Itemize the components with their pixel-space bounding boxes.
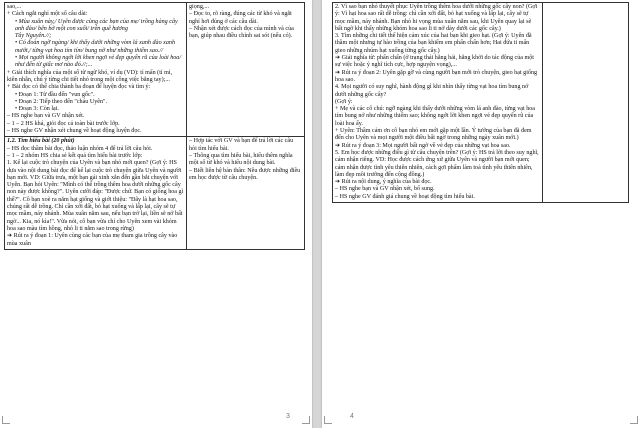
learning-outcome-cell — [543, 3, 629, 203]
cell-paragraph: – Thông qua tìm hiểu bài, hiểu thêm nghĩa một số từ khó và hiểu nội dung bài. — [189, 152, 293, 167]
cell-paragraph: • Đoạn 3: Còn lại. — [15, 106, 59, 113]
student-activity-cell — [5, 137, 187, 249]
cell-paragraph: giọng,... — [189, 4, 209, 10]
crop-mark — [2, 416, 10, 424]
cell-paragraph: – HS nghe GV nhận xét chung về hoạt động luyện đọc. — [7, 128, 142, 135]
cell-paragraph: ➔ Giải nghĩa từ: phấn chấn (ở trạng thái hăng hái, hăng khởi do tác động của một sự việc hoặc ý nghĩ tích cực, hợp nguyện vọng),... — [335, 55, 534, 69]
cell-paragraph: + Cách ngắt nghỉ một số câu dài: — [7, 11, 88, 18]
cell-paragraph: – 1 – 2 nhóm HS chia sẻ kết quả tìm hiểu bài trước lớp: — [7, 152, 143, 159]
cell-paragraph: – Hợp tác với GV và bạn để trả lời các câu hỏi tìm hiểu bài. — [189, 138, 294, 152]
cell-paragraph: ➔ Rút ra ý đoạn 3: Mọi người bất ngờ về vẻ đẹp của những vạt hoa sao. — [335, 142, 511, 149]
cell-paragraph: 1. Kể lại cuộc trò chuyện của Uyên và bạn nhỏ mới quen? (Gợi ý: HS dựa vào nội dung bài đọc để kể lại cuộc trò chuyện giữa Uyên và người bạn mới. VD: Giữa trưa, một bạn gái xinh xắn đến gần bắt chuyện với Uyên. Bạn hỏi Uyên: "Mình có thể trồng thêm hoa dưới những gốc cây non này được không?". Uyên cười đáp: "Được chứ. Bạn có giống hoa gì thế?". Cô bạn xoè ra năm hạt giống và giới thiệu: "Đây là hạt hoa sao, chúng rất dễ trồng. Chỉ cần xới đất, bỏ hạt xuống và lấp lại, cây sẽ tự mọc mầm, nảy nhánh. Mùa xuân năm sau, nếu bạn trở lại, liền sẽ nở bất ngờ... Kia, nó kìa!". Vừa nói, cô bạn vừa chỉ cho Uyên xem vài khóm hoa sao màu tím hồng, nhỏ li ti nằm sao trong rừng) — [7, 160, 184, 232]
cell-paragraph: + Mẹ và các cô chú: ngỡ ngàng khi thấy dưới những vòm lá anh đào, từng vạt hoa tím bung nở như những thiếm sao; không ngớt lời khen ngợi vẻ đẹp quyến rũ của loài hoa ấy. — [335, 106, 536, 127]
cell-paragraph: – Biết liên hệ bản thân: Nêu được những điều em học được từ câu chuyện. — [189, 167, 301, 181]
page-number: 3 — [286, 413, 290, 420]
document-page-3 — [0, 0, 312, 428]
cell-paragraph: • Đoạn 1: Từ đầu đến "vun gốc". — [15, 91, 95, 98]
cell-paragraph: sao,... — [7, 4, 22, 10]
table-row — [5, 137, 305, 249]
table-row — [5, 3, 305, 137]
cell-paragraph: 3. Tìm những chi tiết thể hiện cảm xúc của hai bạn khi gieo hạt. (Gợi ý: Uyên đã thầm một nhưng tự hào trồng của bạn khiếm em phấn chấn hơn; Hai đứa ti mẩn gieo những nhúm hạt xuống từng gốc cây.) — [335, 33, 532, 54]
cell-paragraph: 2. Vì sao bạn nhỏ thuyết phục Uyên trồng thêm hoa dưới những gốc cây non? (Gợi ý: Vì hạt hoa sao rất dễ trồng: chỉ cần xới đất, bỏ hạt xuống và lấp lại, cây sẽ tự mọc mầm, nảy nhánh. Bạn nhỏ hi vọng mùa xuân năm sau, khi Uyên quay lại sẽ bất ngờ khi thấy những khóm hoa sao li ti nở dày dưới các gốc cây.) — [335, 4, 538, 32]
learning-outcome-cell — [187, 3, 305, 137]
cell-paragraph: (Gợi ý: — [335, 98, 353, 105]
cell-paragraph: ➔ Rút ra ý đoạn 2: Uyên gặp gỡ và cùng người bạn mới trò chuyện, gieo hạt giống hoa sao. — [335, 69, 538, 83]
cell-paragraph: • Đoạn 2: Tiếp theo đến "cháu Uyên". — [15, 98, 108, 105]
cell-paragraph: + Uyên: Thầm cảm ơn cô bạn nhỏ em mới gặp một lần. Ý tưởng của bạn đã đem đến cho Uyên và mọi người một điều bất ngờ trong những ngày xuân mới.) — [335, 128, 532, 142]
learning-outcome-cell — [187, 137, 305, 249]
cell-paragraph: • Mọi người không ngớt lời khen ngợi vẻ đẹp quyến rũ của loài hoa/ như đến từ giấc mơ nào đó.//;... — [15, 55, 182, 69]
crop-mark — [302, 416, 310, 424]
cell-paragraph: – HS nghe bạn và GV nhận xét, bổ sung. — [335, 186, 435, 193]
cell-paragraph: 4. Mọi người có suy nghĩ, hành động gì khi nhìn thấy từng vạt hoa tím bung nở dưới những gốc cây? — [335, 84, 529, 98]
cell-paragraph: – HS đọc thầm bài đọc, thảo luận nhóm 4 để trả lời câu hỏi. — [7, 145, 153, 152]
cell-paragraph: • Mùa xuân này,/ Uyên được cùng các bạn của mẹ/ trồng hàng cây anh đào/ bên bờ một con suối/ trên quê hương — [15, 18, 178, 32]
crop-mark — [630, 416, 638, 424]
cell-paragraph: – HS nghe bạn và GV nhận xét. — [7, 113, 85, 120]
table-row — [333, 3, 629, 203]
cell-paragraph: – Nhận xét được cách đọc của mình và của bạn, giúp nhau điều chỉnh sai sót (nếu có). — [189, 25, 294, 40]
cell-paragraph: – Đọc to, rõ ràng, đúng các từ khó và ngắt nghỉ hơi đúng ở các câu dài. — [189, 11, 292, 25]
cell-paragraph: – 1 – 2 HS khá, giỏi đọc cả toàn bài trước lớp. — [7, 120, 120, 127]
page-number: 4 — [350, 413, 354, 420]
cell-paragraph: + Giải thích nghĩa của một số từ ngữ khó, ví dụ (VD): tỉ mẩn (tỉ mỉ, kiên nhẫn, chú ý từng chi tiết nhỏ trong một công việc bằng tay);... — [7, 69, 173, 83]
cell-paragraph: – HS nghe GV đánh giá chung về hoạt động tìm hiểu bài. — [335, 193, 475, 200]
cell-paragraph: Tây Nguyên.//; — [15, 33, 52, 40]
cell-paragraph: + Bài đọc có thể chia thành ba đoạn để luyện đọc và tìm ý: — [7, 84, 151, 91]
crop-mark — [324, 416, 332, 424]
cell-paragraph: 5. Em học được những điều gì từ câu chuyện trên? (Gợi ý: HS trả lời theo suy nghĩ, cảm nhận riêng. VD: Học được cách ứng xử giữa Uyên và người bạn mới quen; cảm nhận được tình yêu thiên nhiên, cách gợi phẩm làm toả tình yêu thiên nhiên, làm đẹp môi trường đến cộng đồng.) — [335, 149, 539, 178]
lesson-table — [4, 2, 305, 250]
cell-paragraph: 1.2. Tìm hiểu bài (20 phút) — [7, 138, 75, 145]
student-activity-cell — [333, 3, 543, 203]
document-page-4 — [322, 0, 640, 428]
student-activity-cell — [5, 3, 187, 137]
cell-paragraph: ➔ Rút ra ý đoạn 1: Uyên cùng các bạn của mẹ tham gia trồng cây vào mùa xuân — [7, 233, 178, 247]
cell-paragraph: ➔ Rút ra nội dung, ý nghĩa của bài đọc. — [335, 179, 432, 186]
lesson-table — [332, 2, 629, 203]
cell-paragraph: • Có đoàn ngỡ ngàng/ khi thấy dưới những vòm lá xanh đào xanh mướt,/ từng vạt hoa tím tím/ bung nở như những thiếm sao.// — [15, 40, 175, 54]
